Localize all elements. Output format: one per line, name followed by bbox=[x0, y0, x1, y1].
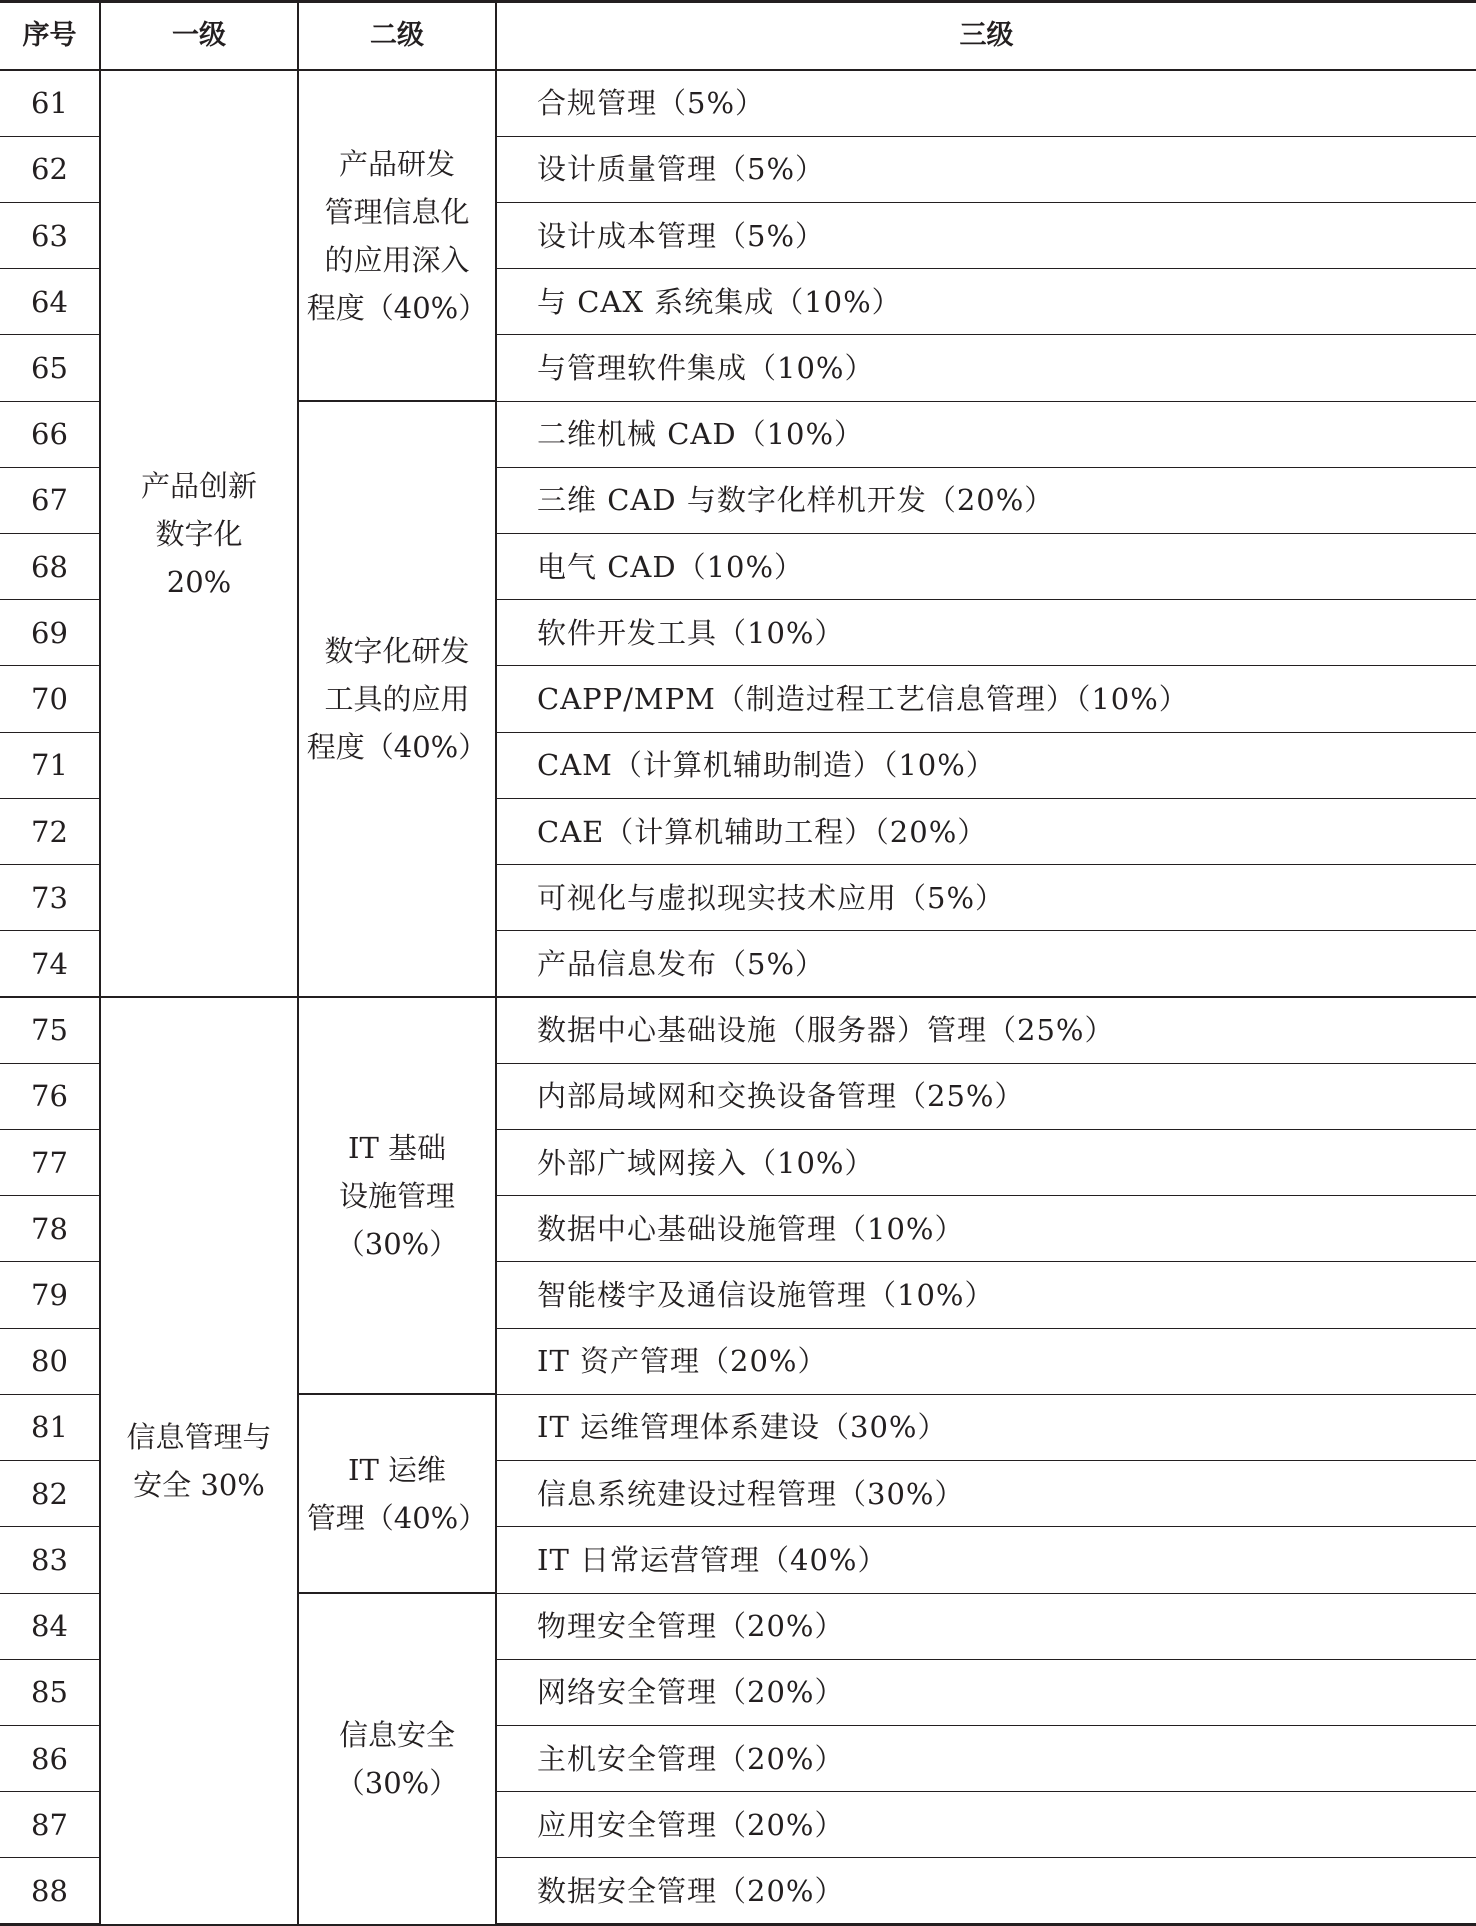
level3-cell: 信息系统建设过程管理（30%） bbox=[496, 1461, 1476, 1527]
row-index: 84 bbox=[0, 1593, 100, 1659]
level3-cell: 数据中心基础设施管理（10%） bbox=[496, 1196, 1476, 1262]
row-index: 82 bbox=[0, 1461, 100, 1527]
row-index: 61 bbox=[0, 70, 100, 136]
row-index: 65 bbox=[0, 335, 100, 401]
level3-cell: 二维机械 CAD（10%） bbox=[496, 401, 1476, 467]
row-index: 88 bbox=[0, 1858, 100, 1925]
level2-cell: IT 运维 管理（40%） bbox=[298, 1394, 496, 1593]
level3-cell: 三维 CAD 与数字化样机开发（20%） bbox=[496, 467, 1476, 533]
table-row bbox=[0, 70, 1476, 136]
level3-cell: CAPP/MPM（制造过程工艺信息管理）（10%） bbox=[496, 666, 1476, 732]
level3-cell: 可视化与虚拟现实技术应用（5%） bbox=[496, 865, 1476, 931]
level3-cell: CAE（计算机辅助工程）（20%） bbox=[496, 798, 1476, 864]
level2-cell: IT 基础 设施管理 （30%） bbox=[298, 997, 496, 1394]
row-index: 68 bbox=[0, 534, 100, 600]
row-index: 80 bbox=[0, 1328, 100, 1394]
row-index: 81 bbox=[0, 1394, 100, 1460]
level3-cell: 电气 CAD（10%） bbox=[496, 534, 1476, 600]
row-index: 83 bbox=[0, 1527, 100, 1593]
level3-cell: CAM（计算机辅助制造）（10%） bbox=[496, 732, 1476, 798]
level3-cell: 主机安全管理（20%） bbox=[496, 1725, 1476, 1791]
row-index: 66 bbox=[0, 401, 100, 467]
row-index: 62 bbox=[0, 136, 100, 202]
level3-cell: IT 运维管理体系建设（30%） bbox=[496, 1394, 1476, 1460]
row-index: 70 bbox=[0, 666, 100, 732]
row-index: 69 bbox=[0, 600, 100, 666]
level3-cell: 产品信息发布（5%） bbox=[496, 931, 1476, 997]
header-level2: 二级 bbox=[298, 2, 496, 71]
level3-cell: 外部广域网接入（10%） bbox=[496, 1130, 1476, 1196]
row-index: 85 bbox=[0, 1659, 100, 1725]
level1-cell: 信息管理与 安全 30% bbox=[100, 997, 298, 1924]
level3-cell: 数据安全管理（20%） bbox=[496, 1858, 1476, 1925]
row-index: 74 bbox=[0, 931, 100, 997]
level3-cell: 内部局域网和交换设备管理（25%） bbox=[496, 1063, 1476, 1129]
level3-cell: 网络安全管理（20%） bbox=[496, 1659, 1476, 1725]
row-index: 72 bbox=[0, 798, 100, 864]
level2-cell: 数字化研发 工具的应用 程度（40%） bbox=[298, 401, 496, 997]
header-level3: 三级 bbox=[496, 2, 1476, 71]
table-row bbox=[0, 997, 1476, 1063]
level3-cell: 应用安全管理（20%） bbox=[496, 1792, 1476, 1858]
level3-cell: 与 CAX 系统集成（10%） bbox=[496, 269, 1476, 335]
level3-cell: 软件开发工具（10%） bbox=[496, 600, 1476, 666]
row-index: 64 bbox=[0, 269, 100, 335]
level3-cell: 物理安全管理（20%） bbox=[496, 1593, 1476, 1659]
level3-cell: 设计成本管理（5%） bbox=[496, 202, 1476, 268]
level3-cell: 智能楼宇及通信设施管理（10%） bbox=[496, 1262, 1476, 1328]
row-index: 78 bbox=[0, 1196, 100, 1262]
row-index: 63 bbox=[0, 202, 100, 268]
header-row bbox=[0, 2, 1476, 71]
row-index: 73 bbox=[0, 865, 100, 931]
header-index: 序号 bbox=[0, 2, 100, 71]
level3-cell: IT 日常运营管理（40%） bbox=[496, 1527, 1476, 1593]
level3-cell: 合规管理（5%） bbox=[496, 70, 1476, 136]
row-index: 86 bbox=[0, 1725, 100, 1791]
row-index: 76 bbox=[0, 1063, 100, 1129]
row-index: 77 bbox=[0, 1130, 100, 1196]
level2-cell: 产品研发 管理信息化 的应用深入 程度（40%） bbox=[298, 70, 496, 401]
row-index: 87 bbox=[0, 1792, 100, 1858]
row-index: 79 bbox=[0, 1262, 100, 1328]
level2-cell: 信息安全 （30%） bbox=[298, 1593, 496, 1924]
header-level1: 一级 bbox=[100, 2, 298, 71]
row-index: 75 bbox=[0, 997, 100, 1063]
row-index: 71 bbox=[0, 732, 100, 798]
row-index: 67 bbox=[0, 467, 100, 533]
level1-cell: 产品创新 数字化 20% bbox=[100, 70, 298, 997]
level3-cell: IT 资产管理（20%） bbox=[496, 1328, 1476, 1394]
level3-cell: 设计质量管理（5%） bbox=[496, 136, 1476, 202]
level3-cell: 与管理软件集成（10%） bbox=[496, 335, 1476, 401]
level3-cell: 数据中心基础设施（服务器）管理（25%） bbox=[496, 997, 1476, 1063]
